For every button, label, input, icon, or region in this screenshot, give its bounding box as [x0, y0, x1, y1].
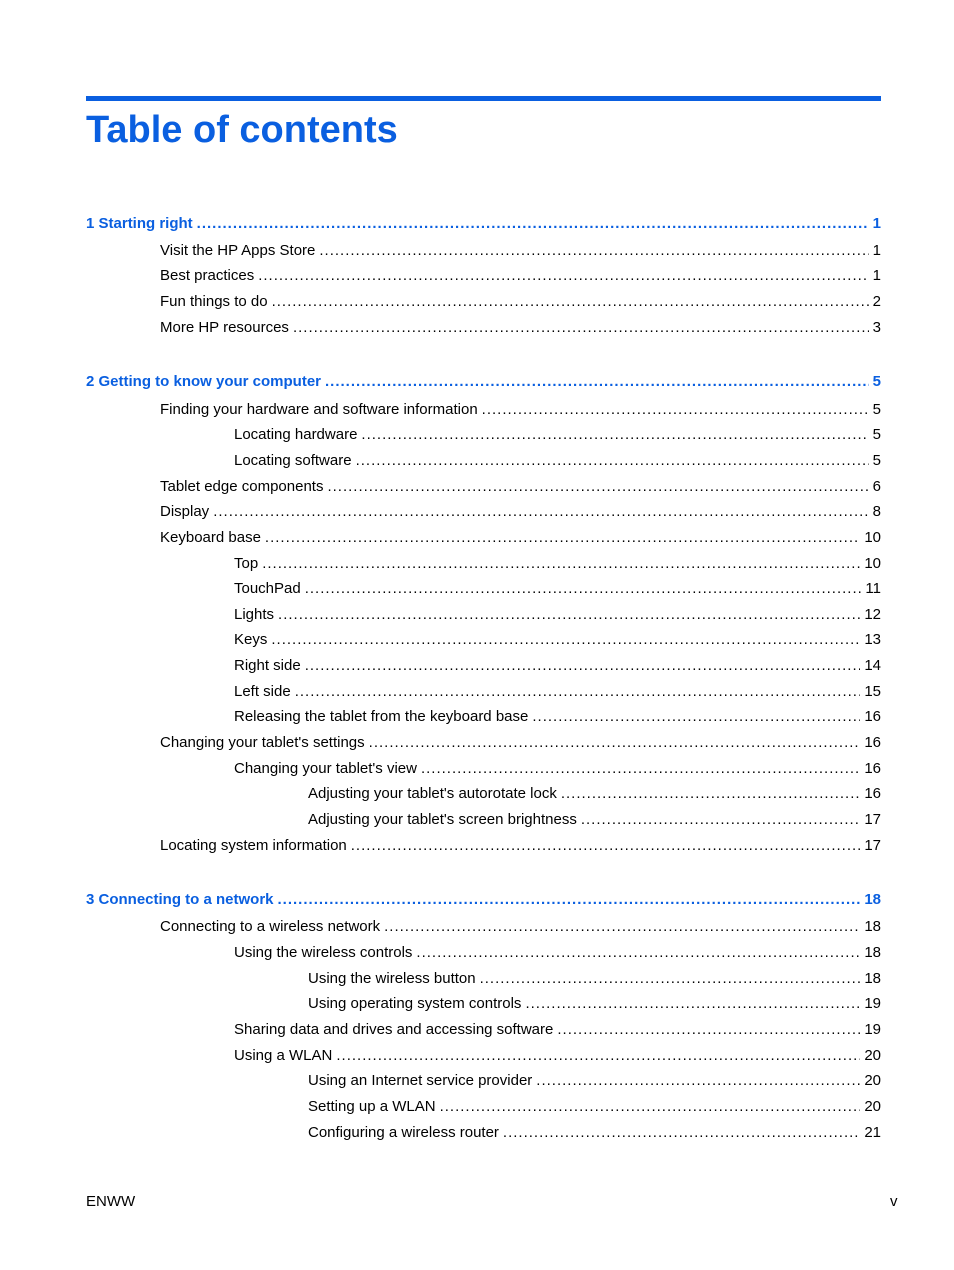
- toc-dot-leader: [278, 890, 861, 910]
- toc-entry-title: Using operating system controls: [308, 995, 522, 1012]
- toc-entry[interactable]: [234, 682, 881, 702]
- toc-entry-page: 1: [872, 267, 881, 284]
- toc-entry[interactable]: [160, 502, 881, 522]
- toc-dot-leader: [480, 969, 861, 989]
- toc-entry[interactable]: [308, 784, 881, 804]
- toc-entry-page: 15: [864, 683, 881, 700]
- toc-entry-page: 19: [864, 995, 881, 1012]
- toc-entry[interactable]: [234, 943, 881, 963]
- toc-entry-title: Configuring a wireless router: [308, 1124, 499, 1141]
- toc-chapter-entry[interactable]: [86, 372, 881, 392]
- toc-dot-leader: [440, 1097, 861, 1117]
- toc-entry[interactable]: [160, 733, 881, 753]
- toc-entry-title: Lights: [234, 606, 275, 623]
- toc-entry-title: Using an Internet service provider: [308, 1072, 533, 1089]
- toc-dot-leader: [421, 759, 860, 779]
- toc-entry[interactable]: [234, 656, 881, 676]
- toc-entry[interactable]: [308, 994, 881, 1014]
- toc-dot-leader: [197, 214, 869, 234]
- toc-entry-title: TouchPad: [234, 580, 301, 597]
- toc-entry[interactable]: [234, 605, 881, 625]
- toc-dot-leader: [351, 836, 861, 856]
- toc-dot-leader: [503, 1123, 860, 1143]
- toc-dot-leader: [325, 372, 869, 392]
- toc-entry[interactable]: [160, 836, 881, 856]
- toc-entry[interactable]: [234, 759, 881, 779]
- toc-dot-leader: [356, 451, 869, 471]
- footer-page-number: v: [890, 1193, 898, 1210]
- toc-entry-page: 6: [872, 478, 881, 495]
- toc-entry-page: 12: [864, 606, 881, 623]
- toc-entry-title: Connecting to a wireless network: [160, 918, 381, 935]
- toc-entry-page: 2: [872, 293, 881, 310]
- toc-dot-leader: [272, 292, 869, 312]
- page-title: Table of contents: [86, 109, 398, 151]
- toc-entry-title: Adjusting your tablet's autorotate lock: [308, 785, 557, 802]
- toc-entry-title: Sharing data and drives and accessing software: [234, 1021, 554, 1038]
- toc-dot-leader: [262, 554, 860, 574]
- toc-entry-title: Setting up a WLAN: [308, 1098, 436, 1115]
- toc-chapter-entry[interactable]: [86, 214, 881, 234]
- toc-entry[interactable]: [308, 1097, 881, 1117]
- toc-entry-page: 20: [864, 1072, 881, 1089]
- toc-dot-leader: [581, 810, 860, 830]
- toc-entry-title: 2 Getting to know your computer: [86, 373, 322, 390]
- toc-entry-title: Tablet edge components: [160, 478, 324, 495]
- toc-entry-page: 17: [864, 837, 881, 854]
- toc-entry-page: 14: [864, 657, 881, 674]
- toc-entry[interactable]: [308, 969, 881, 989]
- toc-entry[interactable]: [160, 400, 881, 420]
- toc-entry[interactable]: [234, 630, 881, 650]
- toc-entry-page: 3: [872, 319, 881, 336]
- toc-entry-title: Display: [160, 503, 210, 520]
- toc-entry[interactable]: [234, 554, 881, 574]
- toc-dot-leader: [258, 266, 868, 286]
- toc-dot-leader: [213, 502, 868, 522]
- toc-entry-page: 5: [872, 373, 881, 390]
- toc-entry-title: Visit the HP Apps Store: [160, 242, 316, 259]
- toc-entry-title: 1 Starting right: [86, 215, 193, 232]
- toc-entry-page: 16: [864, 708, 881, 725]
- toc-chapter-entry[interactable]: [86, 890, 881, 910]
- toc-entry-title: Fun things to do: [160, 293, 268, 310]
- toc-dot-leader: [557, 1020, 860, 1040]
- toc-entry-page: 5: [872, 401, 881, 418]
- toc-entry[interactable]: [160, 241, 881, 261]
- toc-dot-leader: [293, 318, 869, 338]
- toc-entry-title: Using the wireless button: [308, 970, 476, 987]
- toc-entry[interactable]: [160, 477, 881, 497]
- toc-entry-title: Changing your tablet's settings: [160, 734, 365, 751]
- toc-entry-page: 19: [864, 1021, 881, 1038]
- toc-dot-leader: [336, 1046, 860, 1066]
- toc-entry[interactable]: [160, 266, 881, 286]
- toc-entry-page: 13: [864, 631, 881, 648]
- toc-dot-leader: [305, 656, 861, 676]
- toc-entry-title: Keys: [234, 631, 268, 648]
- toc-entry-page: 18: [864, 970, 881, 987]
- toc-entry[interactable]: [160, 318, 881, 338]
- toc-entry-page: 5: [872, 452, 881, 469]
- toc-entry-title: 3 Connecting to a network: [86, 891, 274, 908]
- toc-entry-title: More HP resources: [160, 319, 289, 336]
- toc-entry[interactable]: [234, 1020, 881, 1040]
- toc-entry-page: 21: [864, 1124, 881, 1141]
- toc-entry-page: 16: [864, 734, 881, 751]
- toc-entry-title: Finding your hardware and software information: [160, 401, 478, 418]
- toc-entry-title: Locating hardware: [234, 426, 358, 443]
- toc-entry[interactable]: [308, 810, 881, 830]
- toc-entry[interactable]: [308, 1123, 881, 1143]
- toc-entry-page: 5: [872, 426, 881, 443]
- toc-dot-leader: [416, 943, 860, 963]
- toc-dot-leader: [265, 528, 860, 548]
- toc-dot-leader: [384, 917, 860, 937]
- toc-entry-page: 16: [864, 785, 881, 802]
- toc-entry[interactable]: [160, 917, 881, 937]
- toc-entry-title: Top: [234, 555, 259, 572]
- toc-dot-leader: [532, 707, 860, 727]
- toc-entry[interactable]: [234, 707, 881, 727]
- toc-dot-leader: [305, 579, 862, 599]
- toc-entry-title: Changing your tablet's view: [234, 760, 417, 777]
- toc-entry[interactable]: [160, 528, 881, 548]
- toc-entry-page: 1: [872, 242, 881, 259]
- toc-entry-page: 8: [872, 503, 881, 520]
- toc-dot-leader: [482, 400, 869, 420]
- toc-dot-leader: [561, 784, 860, 804]
- toc-entry-title: Best practices: [160, 267, 255, 284]
- toc-entry-title: Keyboard base: [160, 529, 261, 546]
- toc-entry[interactable]: [234, 1046, 881, 1066]
- toc-dot-leader: [361, 425, 868, 445]
- toc-entry-title: Locating system information: [160, 837, 347, 854]
- toc-dot-leader: [536, 1071, 860, 1091]
- toc-entry-page: 20: [864, 1098, 881, 1115]
- toc-entry-page: 18: [864, 944, 881, 961]
- toc-entry-page: 10: [864, 555, 881, 572]
- toc-entry-title: Using the wireless controls: [234, 944, 413, 961]
- toc-entry-title: Releasing the tablet from the keyboard base: [234, 708, 529, 725]
- toc-dot-leader: [369, 733, 861, 753]
- toc-entry-page: 18: [864, 918, 881, 935]
- toc-entry[interactable]: [234, 425, 881, 445]
- toc-dot-leader: [295, 682, 861, 702]
- toc-dot-leader: [327, 477, 868, 497]
- toc-entry-title: Left side: [234, 683, 291, 700]
- toc-entry-page: 20: [864, 1047, 881, 1064]
- toc-entry-page: 10: [864, 529, 881, 546]
- toc-dot-leader: [271, 630, 860, 650]
- toc-entry-page: 11: [865, 580, 881, 597]
- toc-entry[interactable]: [160, 292, 881, 312]
- toc-entry-page: 1: [872, 215, 881, 232]
- toc-dot-leader: [319, 241, 868, 261]
- toc-entry-title: Adjusting your tablet's screen brightness: [308, 811, 577, 828]
- toc-dot-leader: [278, 605, 860, 625]
- toc-entry-page: 17: [864, 811, 881, 828]
- toc-entry-title: Locating software: [234, 452, 352, 469]
- toc-entry-page: 16: [864, 760, 881, 777]
- footer-left-label: ENWW: [86, 1193, 136, 1210]
- toc-entry[interactable]: [234, 451, 881, 471]
- toc-dot-leader: [525, 994, 860, 1014]
- toc-entry[interactable]: [308, 1071, 881, 1091]
- toc-entry-title: Using a WLAN: [234, 1047, 333, 1064]
- toc-entry-page: 18: [864, 891, 881, 908]
- toc-entry-title: Right side: [234, 657, 301, 674]
- toc-entry[interactable]: [234, 579, 881, 599]
